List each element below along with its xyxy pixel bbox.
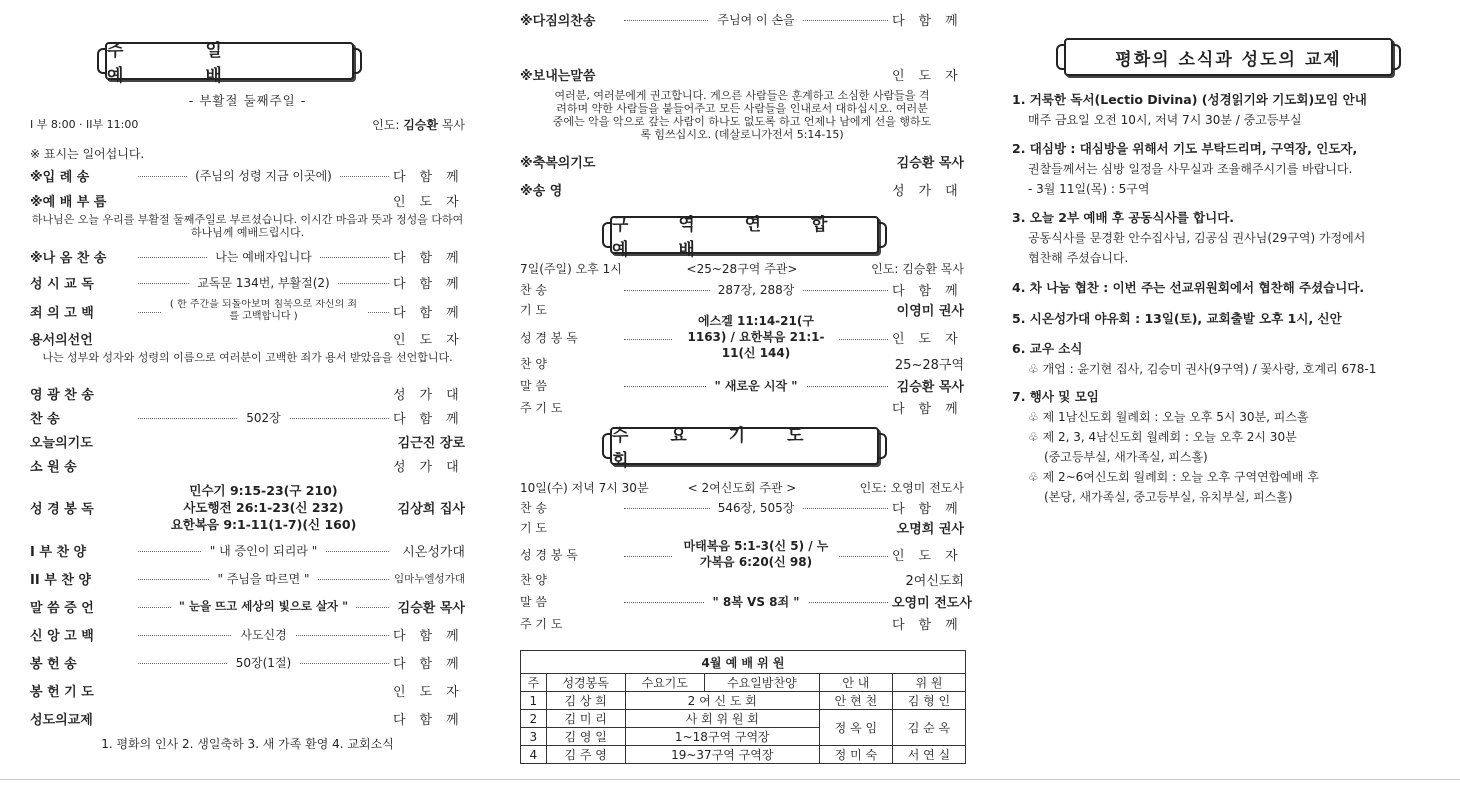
item-label: 소 원 송 <box>30 459 77 475</box>
table-cell: 정 옥 임 <box>819 710 892 746</box>
item-role: 다함께 <box>393 712 473 728</box>
item-role: 김승환 목사 <box>896 155 964 171</box>
item-label: 성 경 봉 독 <box>520 547 578 562</box>
order-item <box>520 63 972 85</box>
item-role: 인도자 <box>393 194 473 210</box>
table-row <box>521 692 966 710</box>
order-item <box>30 567 465 589</box>
item-label: 찬 송 <box>30 411 60 427</box>
standing-note-text: ※ 표시는 일어섭니다. <box>30 146 145 161</box>
item-label: 찬 양 <box>520 356 547 371</box>
section-line: 매주 금요일 오전 10시, 저녁 7시 30분 / 중고등부실 <box>1028 113 1302 127</box>
item-role: 오영미 전도사 <box>892 595 972 611</box>
order-item <box>30 297 473 325</box>
cell-worship-header <box>520 257 964 279</box>
item-label: 오늘의기도 <box>30 435 93 451</box>
item-role: 성가대 <box>892 183 972 199</box>
order-item <box>30 454 473 476</box>
presider-title: 목사 <box>441 117 465 132</box>
scripture-reading <box>30 480 465 534</box>
table-cell: 김 상 희 <box>546 692 625 710</box>
item-label: ※나 옴 찬 송 <box>30 250 107 266</box>
item-role: 인도자 <box>393 684 473 700</box>
item-label: ※입 례 송 <box>30 169 90 185</box>
table-cell: 4 <box>521 746 547 764</box>
table-header: 안 내 <box>819 674 892 692</box>
section-title: 5. 시온성가대 야유회 : 13일(토), 교회출발 오후 1시, 신안 <box>1012 311 1342 326</box>
table-cell: 안 현 천 <box>819 692 892 710</box>
table-header: 수요일밤찬양 <box>704 674 819 692</box>
order-item <box>30 539 465 561</box>
item-role: 다함께 <box>393 411 473 427</box>
scripture-refs <box>134 482 393 533</box>
table-cell: 김 영 일 <box>546 728 625 746</box>
section-line: ♧ 제 2~6여신도회 월례회 : 오늘 오후 구역연합예배 후 <box>1028 470 1319 484</box>
order-item <box>30 595 465 617</box>
table-title: 4월 예 배 위 원 <box>521 651 966 674</box>
item-detail: " 새로운 시작 " <box>707 377 806 394</box>
order-item <box>520 178 972 200</box>
order-item <box>30 382 473 404</box>
cell-date: 7일(주일) 오후 1시 <box>520 261 622 276</box>
section-title: 6. 교우 소식 <box>1012 341 1083 356</box>
table-cell: 김 미 리 <box>546 710 625 728</box>
item-detail: 50장(1절) <box>228 654 299 671</box>
order-item <box>30 679 473 701</box>
item-role: 다함께 <box>393 656 473 672</box>
cell-worship-banner: 구 역 연 합 예 배 <box>610 216 879 254</box>
table-cell: 정 미 숙 <box>819 746 892 764</box>
item-role: 김승환 목사 <box>896 379 964 395</box>
item-role: 인도자 <box>393 332 473 348</box>
sunday-worship-banner: 주 일 예 배 <box>105 42 354 80</box>
order-item <box>520 590 972 612</box>
item-label: 용서의선언 <box>30 332 93 348</box>
wednesday-prayer-banner: 수 요 기 도 회 <box>610 427 879 465</box>
order-item <box>520 516 964 538</box>
section-title: 4. 차 나눔 협찬 : 이번 주는 선교위원회에서 협찬해 주셨습니다. <box>1012 280 1365 295</box>
item-role: 다함께 <box>393 305 473 321</box>
service-time-row <box>30 113 465 135</box>
item-label: 영 광 찬 송 <box>30 387 94 403</box>
section-line: (본당, 새가족실, 중고등부실, 유치부실, 피스홀) <box>1044 490 1293 504</box>
table-header: 성경봉독 <box>546 674 625 692</box>
item-role: 오명희 권사 <box>896 521 964 537</box>
table-cell: 김 형 인 <box>892 692 965 710</box>
table-cell: 3 <box>521 728 547 746</box>
item-label: 성 경 봉 독 <box>520 330 578 345</box>
item-label: 봉 헌 기 도 <box>30 684 94 700</box>
item-detail: 사도신경 <box>232 626 294 643</box>
order-item <box>30 707 473 729</box>
news-column <box>1012 0 1442 786</box>
table-row <box>521 746 966 764</box>
item-label: ※예 배 부 름 <box>30 194 107 210</box>
order-item <box>520 568 964 590</box>
table-row <box>521 710 966 728</box>
item-detail: " 8복 VS 8죄 " <box>704 593 807 610</box>
item-label: 성 시 교 독 <box>30 276 94 292</box>
section-line: ♧ 제 1남신도회 월례회 : 오늘 오후 5시 30분, 피스홀 <box>1028 410 1309 424</box>
cell-and-wednesday-column <box>520 0 972 786</box>
wed-host: < 2여신도회 주관 > <box>687 480 797 495</box>
wed-date: 10일(수) 저녁 7시 30분 <box>520 480 649 495</box>
item-role: 시온성가대 <box>402 544 465 560</box>
service-times: I 부 8:00 · II부 11:00 <box>30 118 139 131</box>
news-section <box>1012 339 1442 379</box>
news-banner: 평화의 소식과 성도의 교제 <box>1064 38 1393 76</box>
item-role: 김상희 집사 <box>397 501 465 517</box>
item-role: 인도자 <box>892 548 972 564</box>
news-section <box>1012 309 1442 329</box>
item-role: 다함께 <box>892 617 972 633</box>
order-item <box>520 537 972 571</box>
item-role: 임마누엘성가대 <box>393 572 465 585</box>
cell-host: <25~28구역 주관> <box>686 261 798 276</box>
order-item <box>520 278 972 300</box>
order-item <box>520 8 972 30</box>
item-label: 말 씀 <box>520 594 547 609</box>
table-cell: 19~37구역 구역장 <box>625 746 819 764</box>
item-role: 다함께 <box>892 283 972 299</box>
item-detail: 주님여 이 손을 <box>709 11 802 28</box>
item-label: 찬 송 <box>520 282 547 297</box>
item-detail: " 주님을 따르면 " <box>209 570 317 587</box>
item-detail: 마태복음 5:1-3(신 5) / 누가복음 6:20(신 98) <box>673 538 839 570</box>
item-detail: 나는 예배자입니다 <box>207 248 320 265</box>
worship-committee-table <box>520 650 966 764</box>
table-header-row <box>521 674 966 692</box>
item-role: 다함께 <box>393 628 473 644</box>
item-label: 봉 헌 송 <box>30 656 77 672</box>
news-section <box>1012 278 1442 298</box>
table-cell: 김 순 옥 <box>892 710 965 746</box>
scripture-ref: 사도행전 26:1-23(신 232) <box>183 499 344 515</box>
item-detail: 교독문 134번, 부활절(2) <box>189 274 338 291</box>
table-cell: 2 <box>521 710 547 728</box>
order-item <box>30 651 473 673</box>
section-line: (중고등부실, 새가족실, 피스홀) <box>1044 450 1208 464</box>
scripture-ref: 민수기 9:15-23(구 210) <box>189 482 338 498</box>
order-item <box>520 314 972 360</box>
item-role: 다함께 <box>393 250 473 266</box>
item-detail: " 내 증인이 되리라 " <box>202 542 325 559</box>
table-header: 위 원 <box>892 674 965 692</box>
item-detail: 에스겔 11:14-21(구 1163) / 요한복음 21:1-11(신 144) <box>673 313 839 361</box>
fellowship-line: 1. 평화의 인사 2. 생일축하 3. 새 가족 환영 4. 교회소식 <box>101 737 394 751</box>
call-to-worship-note: 하나님은 오늘 우리를 부활절 둘째주일로 부르셨습니다. 이시간 마음과 뜻과 정성을 다하여 하나님께 예배드립시다. <box>31 213 464 239</box>
news-section <box>1012 90 1442 130</box>
item-label: ※다짐의찬송 <box>520 13 596 29</box>
table-cell: 2 여 신 도 회 <box>625 692 819 710</box>
item-role: 인도자 <box>892 331 972 347</box>
item-detail: 502장 <box>238 409 289 426</box>
section-title: 3. 오늘 2부 예배 후 공동식사를 합니다. <box>1012 210 1235 225</box>
item-role: 성가대 <box>393 387 473 403</box>
item-detail: ( 한 주간을 되돌아보며 침묵으로 자신의 죄를 고백합니다 ) <box>161 299 367 323</box>
item-label: 말 씀 <box>520 378 547 393</box>
sunday-worship-column <box>30 0 473 786</box>
order-item <box>30 406 473 428</box>
order-item <box>520 150 964 172</box>
item-label: ※송 영 <box>520 183 563 199</box>
section-line: - 3월 11일(목) : 5구역 <box>1028 182 1150 196</box>
order-item <box>30 430 465 452</box>
news-section <box>1012 387 1442 507</box>
order-item <box>520 396 972 418</box>
order-item <box>30 623 473 645</box>
presider-name: 김승환 <box>403 117 438 132</box>
item-role: 성가대 <box>393 459 473 475</box>
item-role: 2여신도회 <box>905 573 964 589</box>
order-item <box>30 189 473 211</box>
sending-word-note: 여러분, 여러분에게 권고합니다. 게으른 사람들은 훈계하고 소심한 사람들을 격려하며 약한 사람들을 붙들어주고 모든 사람들을 인내로서 대하십시오. 여러분 중에는 악을 악으로 갚는 사람이 하나도 없도록 하고 언제나 남에게 선을 행하도록 힘쓰십시오. (데살로니가전서 5:14-15) <box>552 89 932 141</box>
table-header: 수요기도 <box>625 674 704 692</box>
item-role: 김근진 장로 <box>397 435 465 451</box>
section-line: ♧ 제 2, 3, 4남신도회 월례회 : 오늘 오후 2시 30분 <box>1028 430 1297 444</box>
order-item <box>520 612 972 634</box>
section-line: 협찬해 주셨습니다. <box>1028 251 1129 265</box>
pardon-note: 나는 성부와 성자와 성령의 이름으로 여러분이 고백한 죄가 용서 받았음을 선언합니다. <box>42 351 453 364</box>
item-detail: " 눈을 뜨고 세상의 빛으로 살자 " <box>171 598 356 614</box>
presider-label: 인도: <box>372 117 400 132</box>
table-cell: 1 <box>521 692 547 710</box>
item-detail: (주님의 성령 지금 이곳에) <box>187 167 340 184</box>
item-detail: 546장, 505장 <box>710 499 803 516</box>
table-cell: 서 연 실 <box>892 746 965 764</box>
order-item <box>30 327 473 349</box>
wed-leader: 인도: 오영미 전도사 <box>859 480 964 495</box>
item-label: 신 앙 고 백 <box>30 628 94 644</box>
item-role: 25~28구역 <box>894 357 964 373</box>
standing-note <box>30 142 465 164</box>
section-line: 권찰들께서는 심방 일정을 사무실과 조율해주시기를 바랍니다. <box>1028 162 1353 176</box>
item-detail: 287장, 288장 <box>710 281 803 298</box>
item-role: 김승환 목사 <box>397 600 465 616</box>
item-role: 이영미 권사 <box>896 303 964 319</box>
item-role: 다함께 <box>892 401 972 417</box>
item-label: ※보내는말씀 <box>520 68 596 84</box>
item-role: 다함께 <box>892 13 972 29</box>
table-header: 주 <box>521 674 547 692</box>
section-line: ♧ 개업 : 윤기현 집사, 김승미 권사(9구역) / 꽃사랑, 호계리 678-1 <box>1028 362 1377 376</box>
subtitle: - 부활절 둘째주일 - <box>188 93 307 108</box>
section-title: 7. 행사 및 모임 <box>1012 389 1099 404</box>
item-label: 말 씀 증 언 <box>30 600 94 616</box>
news-section <box>1012 139 1442 199</box>
item-label: 기 도 <box>520 302 547 317</box>
order-item <box>30 164 473 186</box>
table-cell: 1~18구역 구역장 <box>625 728 819 746</box>
table-cell: 김 주 영 <box>546 746 625 764</box>
item-label: 주 기 도 <box>520 400 563 415</box>
item-role: 인도자 <box>892 68 972 84</box>
item-role: 다함께 <box>393 169 473 185</box>
section-line: 공동식사를 문경환 안수집사님, 김공심 권사님(29구역) 가정에서 <box>1028 231 1366 245</box>
section-title: 2. 대심방 : 대심방을 위해서 기도 부탁드리며, 구역장, 인도자, <box>1012 141 1358 156</box>
wednesday-header <box>520 476 964 498</box>
order-item <box>520 374 964 396</box>
item-label: 죄 의 고 백 <box>30 305 94 321</box>
order-item <box>30 245 473 267</box>
news-section <box>1012 208 1442 268</box>
item-label: 성 경 봉 독 <box>30 501 94 517</box>
item-label: ※축복의기도 <box>520 155 596 171</box>
item-role: 다함께 <box>892 501 972 517</box>
item-label: I 부 찬 양 <box>30 544 87 560</box>
order-item <box>30 271 473 293</box>
order-item <box>520 496 972 518</box>
item-label: 성도의교제 <box>30 712 93 728</box>
scripture-ref: 요한복음 9:1-11(1-7)(신 160) <box>170 516 357 532</box>
section-title: 1. 거룩한 독서(Lectio Divina) (성경읽기와 기도회)모임 안내 <box>1012 92 1367 107</box>
item-label: 기 도 <box>520 520 547 535</box>
item-role: 다함께 <box>393 276 473 292</box>
item-label: 주 기 도 <box>520 616 563 631</box>
item-label: II 부 찬 양 <box>30 572 91 588</box>
presider <box>372 116 465 133</box>
table-cell: 사 회 위 원 회 <box>625 710 819 728</box>
page-bottom-rule <box>0 779 1460 780</box>
item-label: 찬 송 <box>520 500 547 515</box>
item-label: 찬 양 <box>520 572 547 587</box>
cell-leader: 인도: 김승환 목사 <box>871 261 964 276</box>
